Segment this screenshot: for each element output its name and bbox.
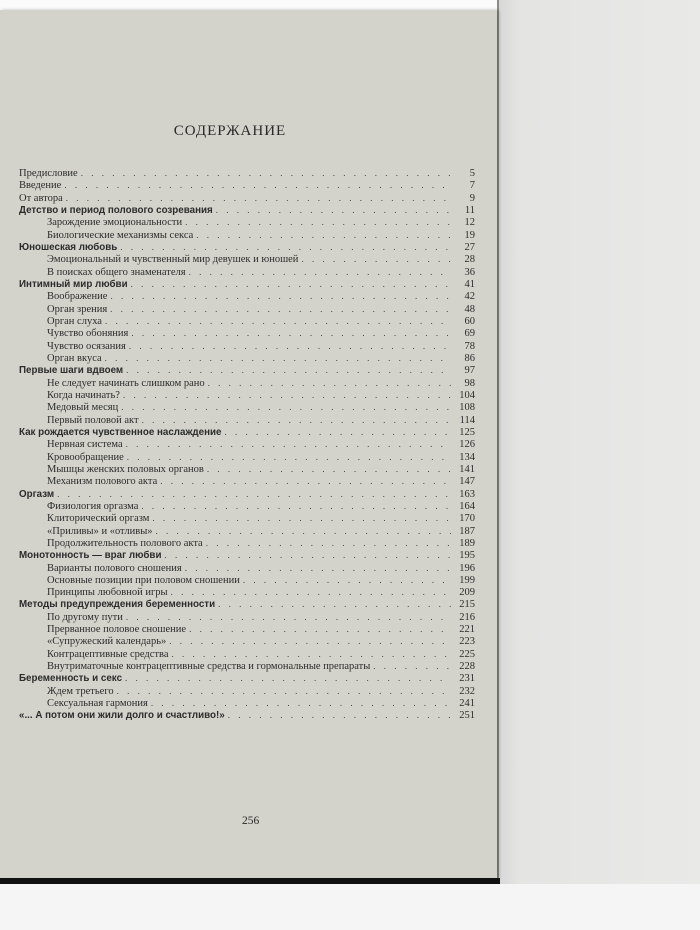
toc-dot-leader	[207, 463, 451, 475]
toc-entry-title: Когда начинать?	[47, 389, 120, 401]
toc-entry-title: «... А потом они жили долго и счастливо!»	[19, 710, 225, 722]
toc-entry-page: 42	[464, 291, 475, 303]
toc-subentry	[19, 451, 475, 463]
toc-entry	[19, 426, 475, 438]
toc-dot-leader	[160, 475, 451, 487]
toc-entry-title: Введение	[19, 180, 62, 192]
toc-subentry	[19, 229, 475, 241]
toc-entry	[19, 549, 475, 561]
toc-entry-page: 170	[459, 513, 475, 525]
toc-entry-title: По другому пути	[47, 611, 123, 623]
toc-dot-leader	[301, 253, 451, 265]
toc-entry-title: Первый половой акт	[47, 414, 139, 426]
toc-dot-leader	[57, 488, 451, 500]
toc-dot-leader	[141, 500, 451, 512]
toc-subentry	[19, 216, 475, 228]
toc-dot-leader	[117, 685, 451, 697]
toc-dot-leader	[126, 438, 451, 450]
toc-entry-title: Беременность и секс	[19, 673, 123, 685]
toc-dot-leader	[142, 414, 451, 426]
toc-subentry	[19, 253, 475, 265]
toc-entry-page: 189	[459, 537, 475, 549]
toc-entry-title: Сексуальная гармония	[47, 698, 148, 710]
toc-subentry	[19, 315, 475, 327]
toc-entry-page: 104	[459, 389, 475, 401]
toc-entry-page: 163	[459, 488, 475, 500]
toc-dot-leader	[228, 709, 451, 721]
toc-dot-leader	[185, 216, 451, 228]
toc-dot-leader	[105, 315, 451, 327]
toc-entry-page: 141	[459, 463, 475, 475]
page-number: 256	[242, 815, 260, 827]
toc-entry-title: Монотонность — враг любви	[19, 550, 162, 562]
toc-dot-leader	[156, 525, 451, 537]
toc-entry	[19, 488, 475, 500]
toc-entry-title: Ждем третьего	[47, 685, 114, 697]
toc-dot-leader	[66, 192, 451, 204]
toc-entry-page: 209	[459, 587, 475, 599]
toc-subentry	[19, 525, 475, 537]
toc-subentry	[19, 352, 475, 364]
toc-entry-page: 78	[464, 340, 475, 352]
toc-entry-title: Не следует начинать слишком рано	[47, 377, 205, 389]
toc-dot-leader	[126, 364, 451, 376]
toc-dot-leader	[129, 340, 451, 352]
toc-dot-leader	[152, 512, 451, 524]
toc-subentry	[19, 537, 475, 549]
toc-entry-title: Детство и период полового созревания	[19, 204, 213, 216]
toc-entry-title: «Приливы» и «отливы»	[47, 525, 153, 537]
toc-entry-title: Основные позиции при половом сношении	[47, 574, 240, 586]
toc-entry	[19, 241, 475, 253]
toc-subentry	[19, 648, 475, 660]
toc-dot-leader	[172, 648, 451, 660]
toc-entry-title: Механизм полового акта	[47, 476, 158, 488]
toc-dot-leader	[121, 401, 451, 413]
toc-entry	[19, 167, 475, 179]
toc-dot-leader	[120, 241, 451, 253]
toc-entry-title: Медовый месяц	[47, 402, 119, 414]
toc-dot-leader	[164, 549, 451, 561]
toc-entry-page: 9	[469, 192, 475, 204]
toc-subentry	[19, 303, 475, 315]
toc-entry-title: Продолжительность полового акта	[47, 537, 203, 549]
toc-subentry	[19, 266, 475, 278]
toc-subentry	[19, 623, 475, 635]
toc-entry-page: 223	[459, 636, 475, 648]
toc-entry-page: 86	[464, 352, 475, 364]
toc-subentry	[19, 685, 475, 697]
toc-subentry	[19, 586, 475, 598]
toc-entry-page: 134	[459, 451, 475, 463]
toc-entry-page: 69	[464, 328, 475, 340]
toc-entry-page: 12	[464, 217, 475, 229]
toc-subentry	[19, 463, 475, 475]
toc-entry-title: Нервная система	[47, 439, 123, 451]
toc-dot-leader	[171, 586, 451, 598]
toc-entry-title: Прерванное половое сношение	[47, 624, 187, 636]
toc-subentry	[19, 512, 475, 524]
toc-entry	[19, 598, 475, 610]
toc-entry-page: 28	[464, 254, 475, 266]
toc-subentry	[19, 574, 475, 586]
toc-dot-leader	[131, 327, 451, 339]
toc-subentry	[19, 340, 475, 352]
toc-entry-title: Эмоциональный и чувственный мир девушек и юношей	[47, 254, 299, 266]
toc-subentry	[19, 697, 475, 709]
toc-dot-leader	[123, 389, 451, 401]
toc-entry-title: Предисловие	[19, 168, 78, 179]
toc-entry-title: Орган вкуса	[47, 352, 102, 364]
toc-dot-leader	[243, 574, 451, 586]
toc-entry-page: 27	[464, 241, 475, 253]
toc-entry-title: Кровообращение	[47, 451, 124, 463]
toc-entry-page: 199	[459, 574, 475, 586]
toc-entry-page: 221	[459, 624, 475, 636]
toc-entry-page: 216	[459, 611, 475, 623]
toc-dot-leader	[189, 623, 451, 635]
toc-dot-leader	[373, 660, 451, 672]
toc-entry-page: 195	[459, 550, 475, 562]
toc-subentry	[19, 500, 475, 512]
toc-entry-page: 19	[464, 229, 475, 241]
toc-entry-page: 251	[459, 710, 475, 722]
toc-entry	[19, 192, 475, 204]
toc-entry	[19, 672, 475, 684]
toc-entry-page: 114	[459, 414, 475, 426]
toc-dot-leader	[126, 611, 451, 623]
right-page	[497, 0, 700, 898]
toc-entry-title: Варианты полового сношения	[47, 562, 182, 574]
toc-entry-page: 11	[464, 204, 475, 216]
toc-entry-page: 60	[464, 315, 475, 327]
toc-dot-leader	[110, 303, 451, 315]
toc-dot-leader	[151, 697, 451, 709]
toc-entry-title: Воображение	[47, 291, 108, 303]
toc-entry	[19, 709, 475, 721]
toc-entry-title: Принципы любовной игры	[47, 587, 168, 599]
toc-dot-leader	[110, 290, 451, 302]
toc-dot-leader	[105, 352, 451, 364]
toc-dot-leader	[216, 204, 451, 216]
toc-entry	[19, 364, 475, 376]
toc-dot-leader	[185, 562, 451, 574]
toc-subentry	[19, 635, 475, 647]
toc-entry-title: Чувство осязания	[47, 340, 126, 352]
toc-subentry	[19, 290, 475, 302]
toc-subentry	[19, 401, 475, 413]
toc-entry-title: Зарождение эмоциональности	[47, 217, 183, 229]
toc-dot-leader	[208, 377, 451, 389]
toc-entry-page: 36	[464, 266, 475, 278]
toc-entry-title: От автора	[19, 192, 63, 204]
toc-dot-leader	[127, 451, 451, 463]
toc-entry	[19, 204, 475, 216]
toc-entry-title: Физиология оргазма	[47, 500, 139, 512]
toc-dot-leader	[206, 537, 451, 549]
toc-subentry	[19, 327, 475, 339]
toc-entry	[19, 179, 475, 191]
toc-entry-title: Мышцы женских половых органов	[47, 463, 204, 475]
toc-entry-page: 225	[459, 648, 475, 660]
toc-dot-leader	[189, 266, 451, 278]
toc-entry-page: 48	[464, 303, 475, 315]
toc-entry-title: Орган зрения	[47, 303, 108, 315]
toc-entry-page: 97	[464, 365, 475, 377]
toc-entry-title: Внутриматочные контрацептивные средства и гормональные препараты	[47, 661, 371, 673]
toc-subentry	[19, 475, 475, 487]
toc-subentry	[19, 389, 475, 401]
toc-entry-title: Первые шаги вдвоем	[19, 365, 124, 377]
table-of-contents	[19, 167, 475, 722]
toc-entry-page: 231	[459, 673, 475, 685]
toc-subentry	[19, 562, 475, 574]
toc-subentry	[19, 414, 475, 426]
page-title: СОДЕРЖАНИЕ	[173, 123, 287, 139]
toc-entry-page: 125	[459, 426, 475, 438]
toc-entry-title: Интимный мир любви	[19, 278, 128, 290]
toc-dot-leader	[131, 278, 451, 290]
toc-entry-page: 108	[459, 402, 475, 414]
toc-entry-title: В поисках общего знаменателя	[47, 266, 186, 278]
toc-dot-leader	[218, 598, 451, 610]
toc-entry-title: «Супружеский календарь»	[47, 636, 167, 648]
toc-entry-title: Биологические механизмы секса	[47, 229, 194, 241]
toc-subentry	[19, 611, 475, 623]
toc-entry-title: Оргазм	[19, 488, 55, 500]
toc-entry-title: Контрацептивные средства	[47, 648, 169, 660]
toc-entry-page: 241	[459, 698, 475, 710]
toc-entry-page: 228	[459, 661, 475, 673]
toc-entry-title: Орган слуха	[47, 315, 102, 327]
toc-entry-page: 215	[459, 599, 475, 611]
toc-entry-page: 187	[459, 525, 475, 537]
toc-entry-page: 98	[464, 377, 475, 389]
toc-entry-title: Как рождается чувственное наслаждение	[19, 426, 222, 438]
toc-entry-title: Чувство обоняния	[47, 328, 129, 340]
toc-entry	[19, 278, 475, 290]
toc-entry-page: 147	[459, 476, 475, 488]
toc-entry-page: 232	[459, 685, 475, 697]
toc-entry-title: Клиторический оргазм	[47, 513, 150, 525]
toc-subentry	[19, 377, 475, 389]
toc-dot-leader	[224, 426, 451, 438]
toc-entry-page: 41	[464, 278, 475, 290]
toc-dot-leader	[169, 635, 451, 647]
background-bottom	[0, 884, 700, 930]
toc-subentry	[19, 438, 475, 450]
toc-dot-leader	[196, 229, 451, 241]
toc-entry-title: Методы предупреждения беременности	[19, 599, 216, 611]
toc-dot-leader	[81, 167, 451, 179]
toc-entry-page: 5	[469, 168, 475, 179]
toc-entry-page: 126	[459, 439, 475, 451]
toc-entry-page: 7	[469, 180, 475, 192]
toc-dot-leader	[64, 179, 451, 191]
toc-entry-page: 196	[459, 562, 475, 574]
toc-dot-leader	[125, 672, 451, 684]
toc-entry-title: Юношеская любовь	[19, 241, 118, 253]
toc-entry-page: 164	[459, 500, 475, 512]
toc-subentry	[19, 660, 475, 672]
